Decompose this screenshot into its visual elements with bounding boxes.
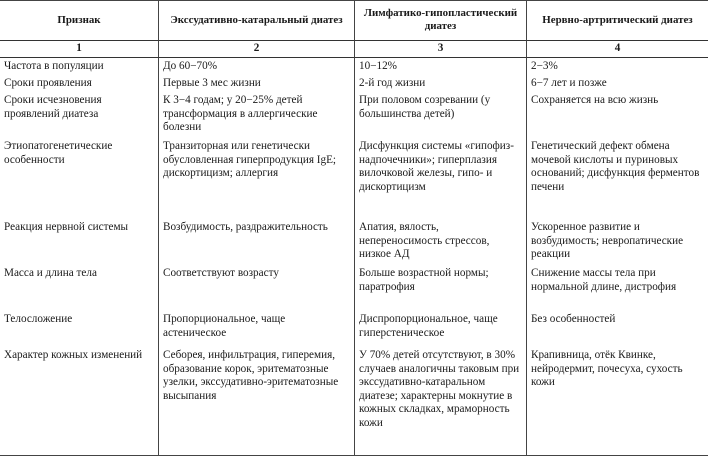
- row-feature: Частота в популяции: [4, 60, 104, 72]
- row-feature: Этиопатогенетические особенности: [4, 140, 113, 166]
- row-feature: Сроки исчезновения проявлений диатеза: [4, 94, 102, 120]
- cell-neuro-arthritic: Ускоренное развитие и возбудимость; невропатические реакции: [526, 219, 708, 265]
- cell-neuro-arthritic: Крапивница, отёк Квинке, нейродермит, почесуха, сухость кожи: [526, 347, 708, 456]
- cell-exudative: До 60−70%: [158, 58, 354, 75]
- row-feature: Сроки проявления: [4, 77, 92, 89]
- cell-neuro-arthritic: Снижение массы тела при нормальной длине, дистрофия: [526, 265, 708, 311]
- cell-neuro-arthritic: 2−3%: [526, 58, 708, 75]
- cell-neuro-arthritic: Без особенностей: [526, 311, 708, 347]
- cell-lymphatic: У 70% детей отсутствуют, в 30% случаев аналогичны таковым при экссудативно-катаральном диатезе; характерны мокнутие в кожных складках, мраморность кожи: [354, 347, 526, 456]
- cell-exudative: Себорея, инфильтрация, гиперемия, образование корок, эритематозные узелки, экссудативно-эритематозные высыпания: [158, 347, 354, 456]
- header-feature: Признак: [0, 0, 158, 41]
- cell-lymphatic: Апатия, вялость, непереносимость стрессов, низкое АД: [354, 219, 526, 265]
- cell-lymphatic: Диспропорциональное, чаще гиперстеническое: [354, 311, 526, 347]
- cell-exudative: Возбудимость, раздражительность: [158, 219, 354, 265]
- header-neuro-arthritic: Нервно-артритический диатез: [526, 0, 708, 41]
- cell-exudative: Соответствуют возрасту: [158, 265, 354, 311]
- cell-exudative: К 3−4 годам; у 20−25% детей трансформация в аллергические болезни: [158, 92, 354, 138]
- column-number: 2: [158, 41, 354, 58]
- cell-neuro-arthritic: Генетический дефект обмена мочевой кислоты и пуриновых оснований; дисфункция ферментов печени: [526, 138, 708, 219]
- row-feature: Характер кожных изменений: [4, 349, 143, 361]
- column-number: 1: [0, 41, 158, 58]
- row-feature: Телосложение: [4, 313, 73, 325]
- header-lymphatic: Лимфатико-гипопластический диатез: [354, 0, 526, 41]
- cell-lymphatic: Больше возрастной нормы; паратрофия: [354, 265, 526, 311]
- cell-neuro-arthritic: Сохраняется на всю жизнь: [526, 92, 708, 138]
- header-exudative: Экссудативно-катаральный диатез: [158, 0, 354, 41]
- column-number: 3: [354, 41, 526, 58]
- cell-exudative: Первые 3 мес жизни: [158, 75, 354, 92]
- cell-lymphatic: Дисфункция системы «гипофиз-надпочечники»; гиперплазия вилочковой железы, гипо- и дискортицизм: [354, 138, 526, 219]
- cell-lymphatic: 2-й год жизни: [354, 75, 526, 92]
- cell-exudative: Пропорциональное, чаще астеническое: [158, 311, 354, 347]
- cell-neuro-arthritic: 6−7 лет и позже: [526, 75, 708, 92]
- column-number: 4: [526, 41, 708, 58]
- cell-lymphatic: При половом созревании (у большинства детей): [354, 92, 526, 138]
- cell-exudative: Транзиторная или генетически обусловленная гиперпродукция IgE; дискортицизм; аллергия: [158, 138, 354, 219]
- cell-lymphatic: 10−12%: [354, 58, 526, 75]
- row-feature: Реакция нервной системы: [4, 221, 129, 233]
- row-feature: Масса и длина тела: [4, 267, 97, 279]
